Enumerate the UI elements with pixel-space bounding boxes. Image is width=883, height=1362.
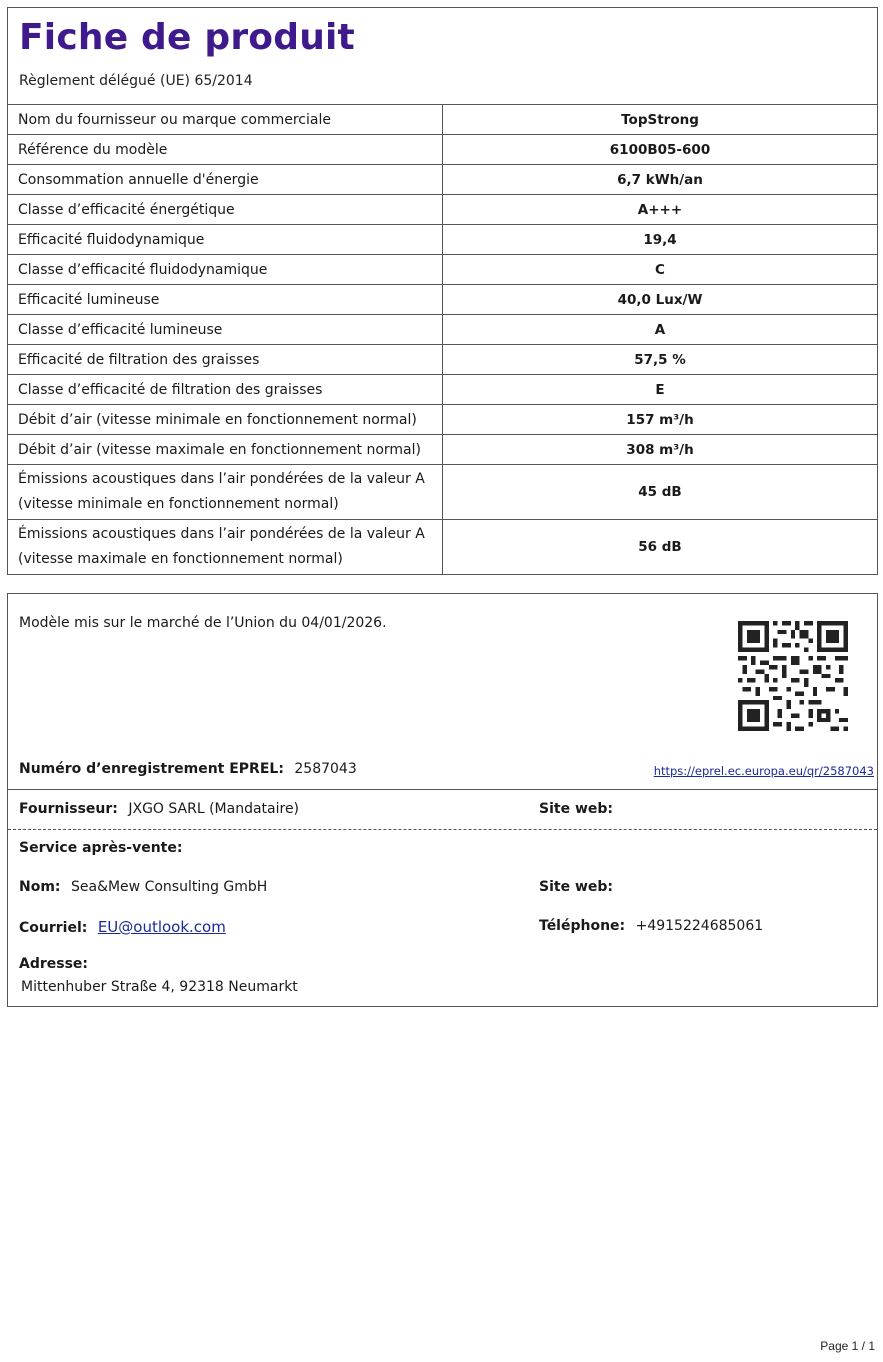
table-row — [8, 225, 877, 255]
table-row — [8, 315, 877, 345]
eprel-number: 2587043 — [294, 761, 357, 777]
supplier-info-box — [7, 593, 878, 1007]
sheet-header — [8, 8, 877, 105]
service-name-label: Nom: — [19, 879, 61, 895]
row-value: 40,0 Lux/W — [443, 285, 878, 315]
row-value: TopStrong — [621, 111, 699, 128]
page-number: Page 1 / 1 — [820, 1339, 875, 1353]
row-label: Classe d’efficacité fluidodynamique — [8, 255, 443, 285]
row-label: Consommation annuelle d'énergie — [8, 165, 443, 195]
qr-code-icon[interactable] — [738, 621, 848, 731]
service-heading: Service après-vente: — [19, 840, 183, 856]
row-label: Efficacité fluidodynamique — [8, 225, 443, 255]
phone-value: +4915224685061 — [635, 918, 764, 934]
service-name-value: Sea&Mew Consulting GmbH — [70, 879, 268, 895]
row-value: 157 m³/h — [443, 405, 878, 435]
supplier-value: JXGO SARL (Mandataire) — [128, 801, 300, 817]
service-name-row — [19, 879, 267, 895]
table-row — [8, 435, 877, 465]
row-label — [8, 520, 443, 575]
row-label: Débit d’air (vitesse minimale en fonctionnement normal) — [8, 405, 443, 435]
row-label: Efficacité de filtration des graisses — [8, 345, 443, 375]
address-label: Adresse: — [19, 956, 89, 972]
row-label-line1: Émissions acoustiques dans l’air pondérées de la valeur A — [18, 471, 425, 487]
page-title: Fiche de produit — [19, 17, 355, 58]
table-row — [8, 405, 877, 435]
spec-table — [8, 105, 877, 574]
table-row — [8, 520, 877, 575]
row-label-line2: (vitesse minimale en fonctionnement normal) — [18, 496, 339, 512]
row-value: 56 dB — [443, 520, 878, 575]
email-label: Courriel: — [19, 920, 88, 936]
row-label: Classe d’efficacité énergétique — [8, 195, 443, 225]
phone-label: Téléphone: — [539, 918, 626, 934]
row-label: Efficacité lumineuse — [8, 285, 443, 315]
service-website-label: Site web: — [539, 879, 613, 895]
row-value: 308 m³/h — [443, 435, 878, 465]
supplier-label: Fournisseur: — [19, 801, 118, 817]
row-value: 6,7 kWh/an — [443, 165, 878, 195]
row-label: Classe d’efficacité lumineuse — [8, 315, 443, 345]
service-phone-row — [539, 918, 763, 934]
row-label: Classe d’efficacité de filtration des graisses — [8, 375, 443, 405]
table-row — [8, 195, 877, 225]
row-label-line1: Émissions acoustiques dans l’air pondérées de la valeur A — [18, 526, 425, 542]
row-value: C — [443, 255, 878, 285]
row-value: A+++ — [443, 195, 878, 225]
supplier-row — [19, 801, 299, 817]
row-value: 45 dB — [443, 465, 878, 520]
row-value: A — [443, 315, 878, 345]
divider — [8, 789, 877, 790]
table-row — [8, 255, 877, 285]
eprel-link[interactable]: https://eprel.ec.europa.eu/qr/2587043 — [653, 764, 874, 778]
row-value: E — [443, 375, 878, 405]
eprel-label: Numéro d’enregistrement EPREL: — [19, 761, 284, 777]
table-row — [8, 105, 877, 135]
table-row — [8, 135, 877, 165]
row-label-line2: (vitesse maximale en fonctionnement normal) — [18, 551, 343, 567]
row-label: Débit d’air (vitesse maximale en fonctionnement normal) — [8, 435, 443, 465]
table-row — [8, 375, 877, 405]
supplier-website-label: Site web: — [539, 801, 613, 817]
regulation-subtitle: Règlement délégué (UE) 65/2014 — [19, 73, 253, 89]
table-row — [8, 465, 877, 520]
eprel-row — [19, 761, 357, 777]
address-value: Mittenhuber Straße 4, 92318 Neumarkt — [21, 979, 298, 995]
table-row — [8, 345, 877, 375]
row-label — [8, 465, 443, 520]
row-value: 6100B05-600 — [443, 135, 878, 165]
row-value: 57,5 % — [443, 345, 878, 375]
service-email-row — [19, 918, 226, 936]
product-sheet-table — [7, 7, 878, 575]
market-date-text: Modèle mis sur le marché de l’Union du 04/01/2026. — [19, 615, 387, 631]
table-row — [8, 285, 877, 315]
row-label: Nom du fournisseur ou marque commerciale — [8, 105, 443, 135]
row-value: 19,4 — [443, 225, 878, 255]
table-row — [8, 165, 877, 195]
dashed-divider — [8, 829, 877, 830]
email-link[interactable]: EU@outlook.com — [97, 918, 226, 936]
row-label: Référence du modèle — [8, 135, 443, 165]
